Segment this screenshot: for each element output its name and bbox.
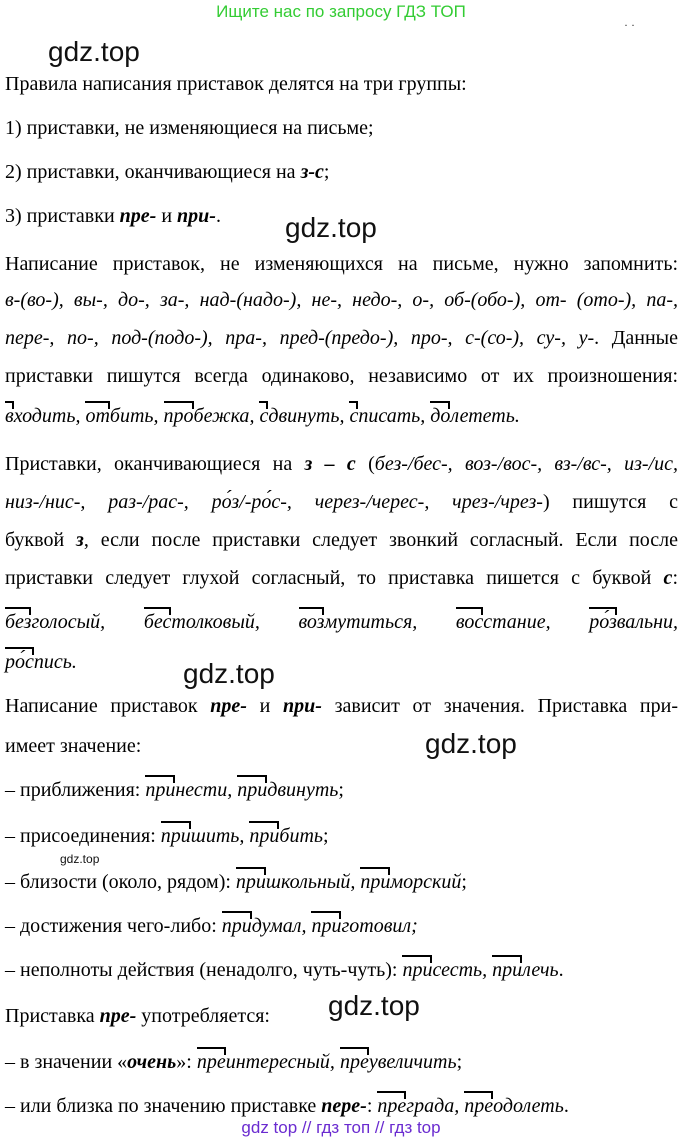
usage-2: – или близка по значению приставке пере-: преграда, преодолеть. xyxy=(5,1095,569,1117)
examples-2: безголосый, бестолковый, возмутиться, восстание, ро́звальни, xyxy=(5,611,679,633)
search-banner[interactable]: Ищите нас по запросу ГДЗ ТОП xyxy=(216,2,466,21)
meaning-4: – достижения чего-либо: придумал, приготовил; xyxy=(5,915,418,937)
meaning-2: – присоединения: пришить, прибить; xyxy=(5,825,329,847)
group-2: 2) приставки, оканчивающиеся на з-с; xyxy=(5,161,330,183)
meaning-5: – неполноты действия (ненадолго, чуть-чуть): присесть, прилечь. xyxy=(5,959,564,981)
footer-links[interactable]: gdz top // гдз топ // гдз top xyxy=(241,1118,441,1137)
paragraph-2-l2: низ-/нис-, раз-/рас-, ро́з/-ро́с-, через-/черес-, чрез-/чрез-) пишутся с xyxy=(5,491,678,513)
intro-text: Правила написания приставок делятся на три группы: xyxy=(5,73,467,95)
corner-marks: · · xyxy=(624,18,635,32)
paragraph-3: Написание приставок пре- и при- зависит от значения. Приставка при- xyxy=(5,695,678,717)
usage-1: – в значении «очень»: преинтересный, преувеличить; xyxy=(5,1051,463,1073)
paragraph-4: Приставка пре- употребляется: xyxy=(5,1005,270,1027)
paragraph-2-l4: приставки следует глухой согласный, то приставка пишется с буквой с: xyxy=(5,567,678,589)
group-3: 3) приставки пре- и при-. xyxy=(5,205,221,227)
prefix-list-cont: пере-, по-, под-(подо-), пра-, пред-(предо-), про-, с-(со-), су-, у-. Данные xyxy=(5,327,678,349)
examples-2-cont: ро́спись. xyxy=(5,651,77,673)
paragraph-3-l2: имеет значение: xyxy=(5,735,142,757)
paragraph-1: Написание приставок, не изменяющихся на письме, нужно запомнить: xyxy=(5,253,678,275)
meaning-1: – приближения: принести, придвинуть; xyxy=(5,779,344,801)
examples-1: входить, отбить, пробежка, сдвинуть, списать, долететь. xyxy=(5,405,520,427)
paragraph-2-l3: буквой з, если после приставки следует звонкий согласный. Если после xyxy=(5,529,678,551)
watermark: gdz.top xyxy=(48,36,140,67)
watermark: gdz.top xyxy=(425,728,517,759)
watermark: gdz.top xyxy=(183,658,275,689)
watermark-small: gdz.top xyxy=(60,852,100,866)
watermark: gdz.top xyxy=(328,990,420,1021)
paragraph-1-cont: приставки пишутся всегда одинаково, независимо от их произношения: xyxy=(5,365,678,387)
group-1: 1) приставки, не изменяющиеся на письме; xyxy=(5,117,374,139)
paragraph-2: Приставки, оканчивающиеся на з – с (без-/бес-, воз-/вос-, вз-/вс-, из-/ис, xyxy=(5,453,678,475)
meaning-3: – близости (около, рядом): пришкольный, приморский; xyxy=(5,871,467,893)
prefix-list: в-(во-), вы-, до-, за-, над-(надо-), не-, недо-, о-, об-(обо-), от- (ото-), па-, xyxy=(5,289,678,311)
watermark: gdz.top xyxy=(285,212,377,243)
